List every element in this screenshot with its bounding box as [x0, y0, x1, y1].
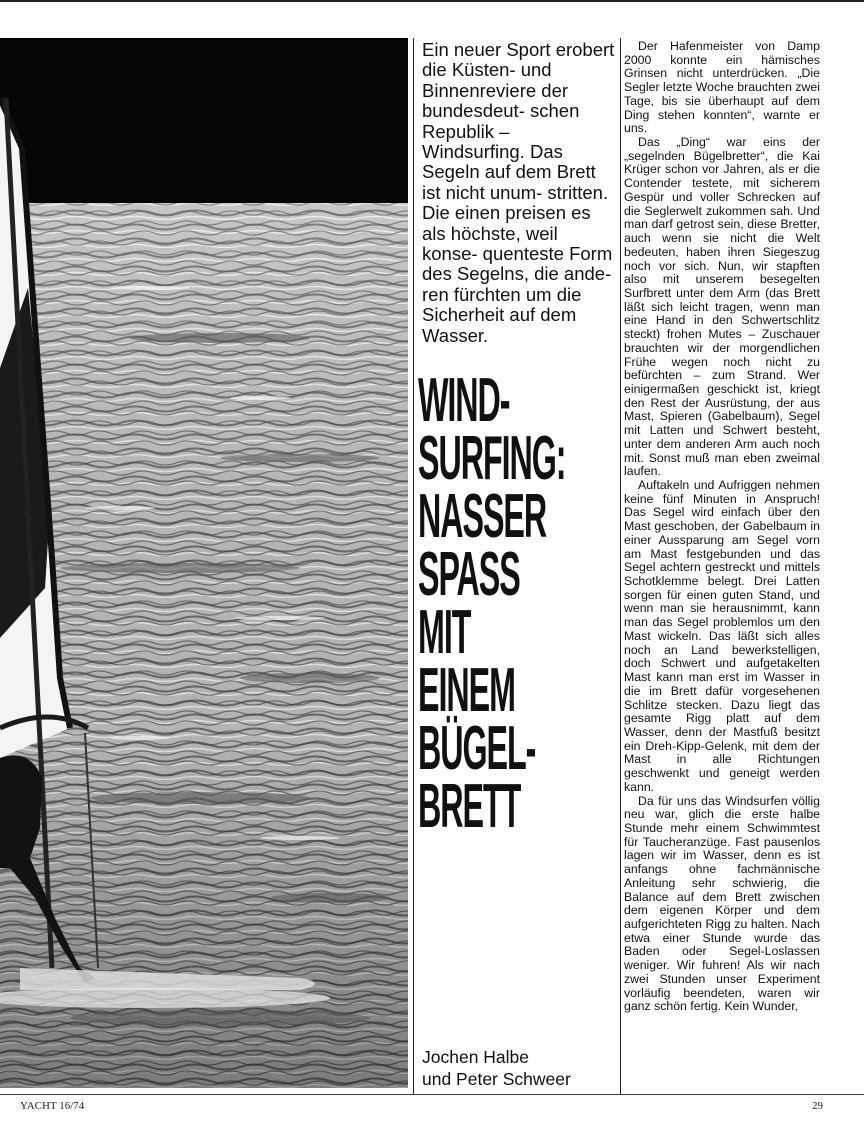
headline-line: SURFING: — [418, 424, 566, 493]
author-line: und Peter Schweer — [422, 1068, 571, 1089]
body-paragraph: Da für uns das Windsurfen völlig neu war, glich die erste halbe Stunde mehr einem Schwimmtest für Taucheranzüge. Fast pausenlos lagen wir im Wasser, denn es ist anfangs ohne fachmännische Anleitung sehr schwierig, die Balance auf dem Brett zwischen dem eigenen Körper und dem aufgerichteten Rigg zu halten. Nach etwa einer Stunde wurde das Baden oder Segel-Loslassen weniger. Wir fuhren! Als wir nach zwei Stunden unser Experiment vorläufig beendeten, waren wir ganz schön fertig. Kein Wunder, — [624, 793, 820, 1014]
headline-line: BÜGEL- — [418, 714, 536, 783]
headline-line: WIND- — [418, 366, 510, 435]
lead-paragraph — [422, 40, 616, 346]
column-rule-right — [620, 38, 621, 1094]
top-rule — [0, 0, 864, 2]
body-paragraph: Auftakeln und Aufriggen nehmen keine fünf Minuten in Anspruch! Das Segel wird einfach über den Mast geschoben, der Gabelbaum in einer Aussparung am Segel vorn am Mast festgebunden und das Segel achtern gestreckt und mittels Schotklemme belegt. Drei Latten sorgen für einen guten Stand, und wenn man sie herausnimmt, kann man das Segel problemlos um den Mast wickeln. Das läßt sich alles noch an Land bewerkstelligen, doch Schwert und aufgetakelten Mast kann man erst im Wasser in die im Brett dafür vorgesehenen Schlitze stecken. Dazu liegt das gesamte Rigg platt auf dem Wasser, denn der Mastfuß besitzt ein Dreh-Kipp-Gelenk, mit dem der Mast in alle Richtungen geschwenkt und geneigt werden kann. — [624, 478, 820, 794]
headline-line: EINEM — [418, 656, 515, 725]
author-line: Jochen Halbe — [422, 1047, 530, 1067]
lead-text: Ein neuer Sport erobert die Küsten- und Binnenreviere der bundesdeut- schen Republik – Windsurfing. Das Segeln auf dem Brett ist nicht unum- stritten. Die einen preisen es als höchste, weil konse- quenteste Form des Segelns, die ande- ren fürchten um die Sicherheit auf dem Wasser. — [422, 39, 615, 346]
column-rule-left — [413, 38, 414, 1094]
body-paragraph: Das „Ding“ war eins der „segelnden Bügelbretter“, die Kai Krüger schon vor Jahren, als er die Contender testete, mit sicherem Gespür und voller Schrecken auf die Seglerwelt zukommen sah. Und man darf getrost sein, diese Bretter, auch wenn sie nicht die Welt bedeuten, haben ihren Siegeszug noch vor sich. Nun, wir stapften also mit unserem besegelten Surfbrett unter dem Arm (das Brett läßt sich leicht tragen, wenn man eine Hand in den Schwertschlitz steckt) frohen Mutes – Zuschauer brauchten wir der morgendlichen Frühe wegen noch nicht zu befürchten – zum Strand. Wer einigermaßen geschickt ist, kriegt den Rest der Ausrüstung, der aus Mast, Spieren (Gabelbaum), Segel mit Latten und Schwert besteht, unter dem anderen Arm auch noch mit. Sonst muß man eben zweimal laufen. — [624, 135, 820, 479]
bottom-rule — [0, 1094, 864, 1095]
headline-line: BRETT — [418, 772, 521, 841]
headline-line: MIT — [418, 598, 471, 667]
headline-line: NASSER — [418, 482, 547, 551]
body-paragraph: Der Hafenmeister von Damp 2000 konnte ein hämisches Grinsen nicht unterdrücken. „Die Segler letzte Woche brauchten zwei Tage, bis sie überhaupt auf dem Ding stehen konnten“, warnte er uns. — [624, 39, 820, 136]
article-body — [624, 40, 820, 1014]
headline-line: SPASS — [418, 540, 520, 609]
windsurfing-photo — [0, 38, 408, 1088]
byline — [422, 1047, 616, 1090]
magazine-issue: YACHT 16/74 — [20, 1100, 85, 1112]
page-number: 29 — [812, 1100, 823, 1112]
headline — [418, 366, 618, 841]
